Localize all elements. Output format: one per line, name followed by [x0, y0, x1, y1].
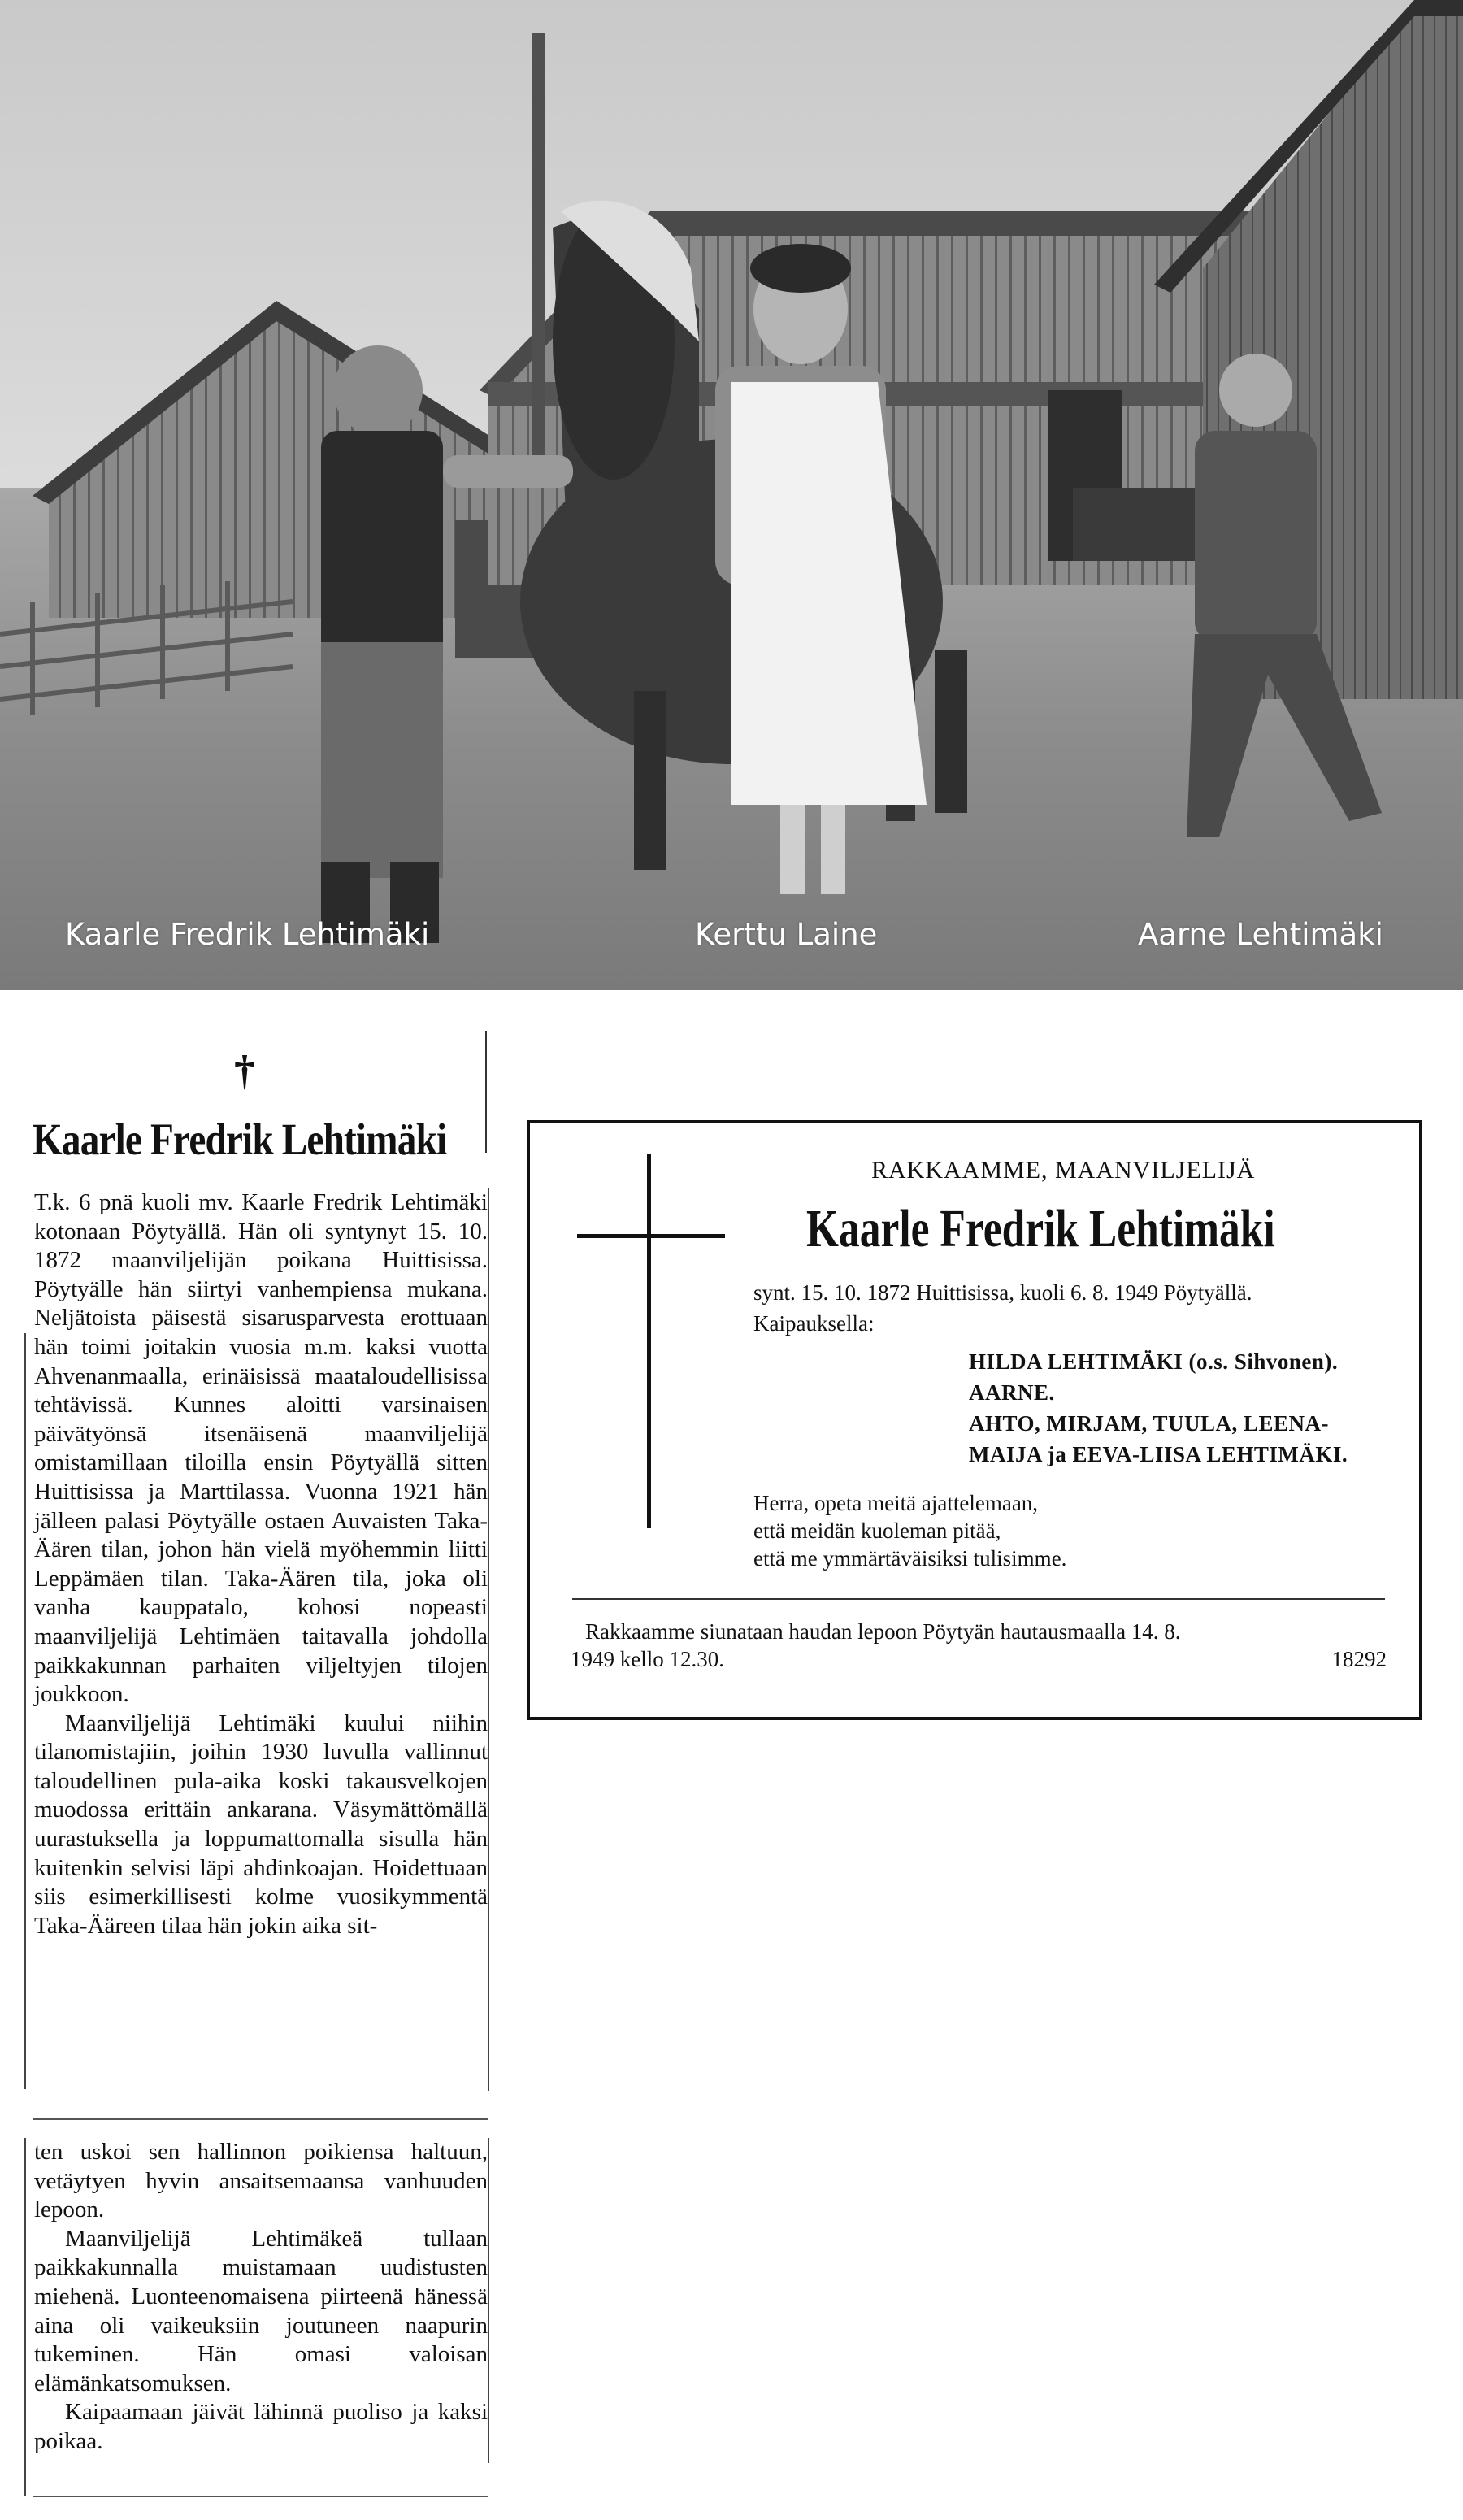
notice-funeral-line: 1949 kello 12.30. [571, 1647, 724, 1671]
notice-family-line: AARNE. [969, 1380, 1055, 1405]
notice-verse-line: Herra, opeta meitä ajattelemaan, [753, 1491, 1039, 1515]
cross-icon-vertical [647, 1154, 651, 1528]
photo-caption-man: Kaarle Fredrik Lehtimäki [65, 917, 430, 952]
farm-photograph [0, 0, 1463, 990]
notice-kaipauksella: Kaipauksella: [753, 1311, 875, 1336]
article-title: Kaarle Fredrik Lehtimäki [33, 1114, 447, 1164]
photo-scene [0, 0, 1463, 990]
article-column-part2 [34, 2138, 488, 2457]
article-paragraph: Maanviljelijä Lehtimäkeä tullaan paikkakunnalla muistamaan uudistusten miehenä. Luonteenomaisena piirteenä hänessä aina oli vaikeuksiin joutuneen naapurin tukeminen. Hän omasi valoisan elämänkatsomuksen. [34, 2225, 488, 2396]
article-column-part1 [34, 1188, 488, 1940]
column-rule-right [488, 1188, 489, 2091]
column-separator [33, 2118, 488, 2120]
death-notice [527, 1120, 1422, 1720]
notice-family-line: HILDA LEHTIMÄKI (o.s. Sihvonen). [969, 1349, 1339, 1374]
notice-name: Kaarle Fredrik Lehtimäki [806, 1199, 1275, 1258]
pole [532, 33, 545, 471]
notice-verse-line: että me ymmärtäväisiksi tulisimme. [753, 1546, 1067, 1571]
column-rule-left [24, 1333, 26, 2089]
photo-caption-boy: Aarne Lehtimäki [1138, 917, 1383, 952]
photo-caption-woman: Kerttu Laine [695, 917, 878, 952]
article-bottom-rule [33, 2496, 488, 2497]
article-paragraph: ten uskoi sen hallinnon poikiensa haltuun, vetäytyen hyvin ansaitsemaansa vanhuuden lepoon. [34, 2139, 488, 2223]
article-paragraph: Maanviljelijä Lehtimäki kuului niihin tilanomistajiin, joihin 1930 luvulla vallinnut taloudellinen pula-aika koski takausvelkojen muodossa erittäin ankarana. Väsymättömällä uurastuksella ja loppumattomalla sisulla hän kuitenkin selvisi läpi ahdinkoajan. Hoidettuaan siis esimerkillisesti kolme vuosikymmentä Taka-Ääreen tilaa hän jokin aika sit- [34, 1710, 488, 1939]
notice-family-line: MAIJA ja EEVA-LIISA LEHTIMÄKI. [969, 1442, 1348, 1466]
article-header-rule [485, 1031, 487, 1153]
notice-divider [572, 1598, 1385, 1600]
notice-funeral-line: Rakkaamme siunataan haudan lepoon Pöytyän hautausmaalla 14. 8. [585, 1619, 1181, 1644]
notice-number: 18292 [1331, 1647, 1387, 1671]
column-rule-left-2 [24, 2138, 26, 2496]
article-paragraph: T.k. 6 pnä kuoli mv. Kaarle Fredrik Lehtimäki kotonaan Pöytyällä. Hän oli syntynyt 15. 10. 1872 maanviljelijän poikana Huittisissa. Pöytyälle hän siirtyi vanhempiensa mukana. Neljätoista päisestä sisarusparvesta erottuaan hän toimi joitakin vuosia m.m. kaksi vuotta Ahvenanmaalla, erinäisissä maataloudellisissa tehtävissä. Kunnes aloitti varsinaisen päivätyönsä itsenäisenä maanviljelijä omistamillaan tiloilla ensin Pöytyällä sitten Huittisissa ja Marttilassa. Vuonna 1921 hän jälleen palasi Pöytyälle ostaen Auvaisten Taka-Äären tilan, johon hän vielä myöhemmin liitti Leppämäen tilan. Taka-Äären tila, joka oli vanha kauppatalo, kohosi nopeasti maanviljelijä Lehtimäen taitavalla johdolla paikkakunnan parhaiten viljeltyjen tilojen joukkoon. [34, 1189, 488, 1708]
notice-heading: RAKKAAMME, MAANVILJELIJÄ [871, 1157, 1256, 1184]
notice-verse-line: että meidän kuoleman pitää, [753, 1519, 1001, 1543]
cross-icon: † [234, 1048, 255, 1094]
notice-family-line: AHTO, MIRJAM, TUULA, LEENA- [969, 1411, 1330, 1436]
article-paragraph: Kaipaamaan jäivät lähinnä puoliso ja kaksi poikaa. [34, 2399, 488, 2454]
cross-icon-horizontal [577, 1234, 725, 1238]
column-rule-right-2 [488, 2138, 489, 2463]
notice-dates: synt. 15. 10. 1872 Huittisissa, kuoli 6. 8. 1949 Pöytyällä. [753, 1280, 1252, 1305]
